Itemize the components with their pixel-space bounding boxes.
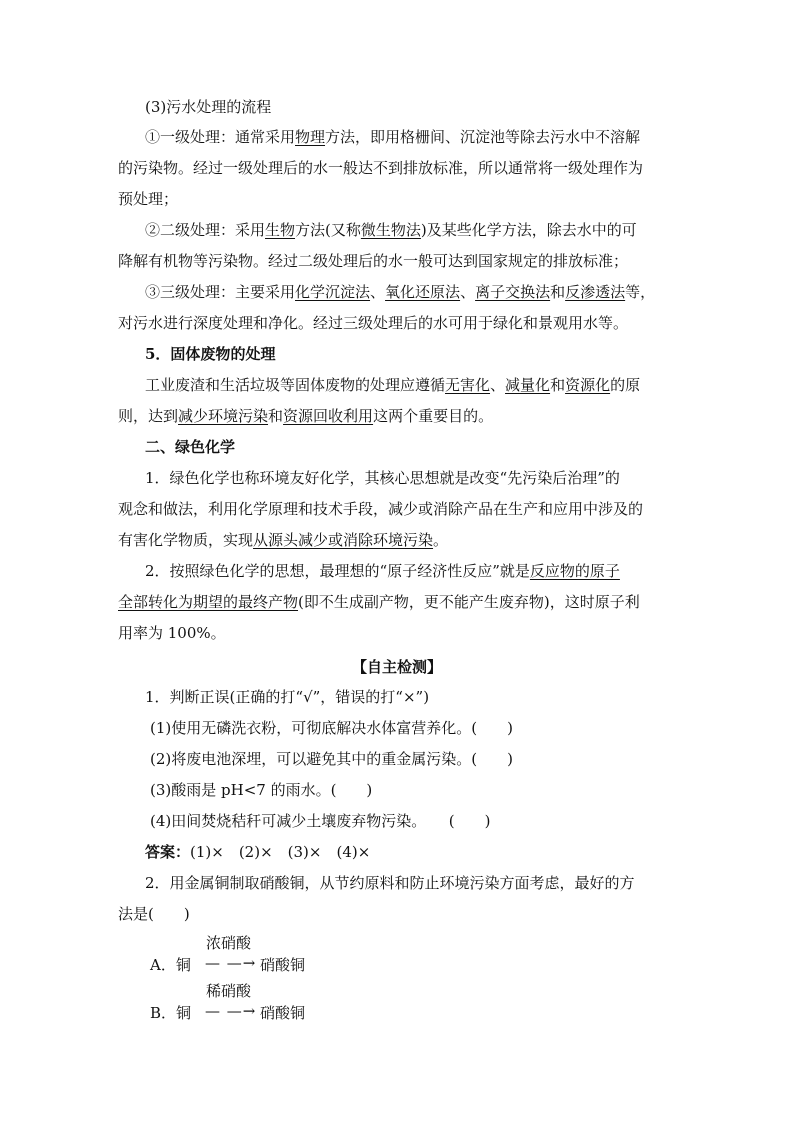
paragraph-line: 观念和做法，利用化学原理和技术手段，减少或消除产品在生产和应用中涉及的 (118, 500, 644, 518)
product-label: 硝酸铜 (260, 956, 306, 974)
paragraph-line (145, 374, 640, 396)
question-item: (2)将废电池深埋，可以避免其中的重金属污染。( ) (150, 750, 513, 768)
option-b (150, 980, 350, 1026)
paragraph-line (145, 560, 620, 582)
text: 和 (550, 376, 566, 394)
section-heading: (3)污水处理的流程 (145, 98, 272, 116)
paragraph-line: 1．绿色化学也称环境友好化学，其核心思想就是改变“先污染后治理”的 (145, 469, 620, 487)
question-item: (4)田间焚烧秸秆可减少土壤废弃物污染。 ( ) (150, 812, 491, 830)
paragraph-line (145, 281, 655, 303)
paragraph-line (145, 126, 640, 148)
option-a (150, 932, 350, 978)
key-term: 化学沉淀法 (295, 283, 371, 301)
question: 法是( ) (118, 905, 190, 923)
paragraph-line: 对污水进行深度处理和净化。经过三级处理后的水可用于绿化和景观用水等。 (118, 314, 629, 332)
reagent-label: 浓硝酸 (206, 934, 252, 952)
text: 、 (460, 283, 476, 301)
text: ①一级处理：通常采用 (145, 128, 296, 146)
question: 2．用金属铜制取硝酸铜，从节约原料和防止环境污染方面考虑，最好的方 (145, 874, 635, 892)
question-item: (3)酸雨是 pH<7 的雨水。( ) (150, 781, 373, 799)
paragraph-line: 预处理； (118, 190, 179, 208)
text: 和 (268, 407, 284, 425)
text: ③三级处理：主要采用 (145, 283, 296, 301)
paragraph-line (118, 405, 493, 427)
option-label: A．铜 (150, 956, 191, 974)
product-label: 硝酸铜 (260, 1004, 306, 1022)
option-label: B．铜 (150, 1004, 192, 1022)
paragraph-line (118, 529, 448, 551)
key-term: 离子交换法 (475, 283, 551, 301)
key-term: 全部转化为期望的最终产物 (118, 593, 299, 611)
text: 的原 (610, 376, 641, 394)
key-term: 物理 (295, 128, 326, 146)
paragraph-line: 用率为 100%。 (118, 624, 226, 642)
text: (即不生成副产物，更不能产生废弃物)，这时原子利 (298, 593, 640, 611)
text: 工业废渣和生活垃圾等固体废物的处理应遵循 (145, 376, 446, 394)
question: 1．判断正误(正确的打“√”，错误的打“×”) (145, 688, 430, 706)
text: 这两个重要目的。 (373, 407, 494, 425)
key-term: 从源头减少或消除环境污染 (253, 531, 434, 549)
answer-line (145, 841, 370, 863)
text: 等， (625, 283, 656, 301)
section-heading: 5．固体废物的处理 (145, 345, 276, 363)
text: 方法，即用格栅间、沉淀池等除去污水中不溶解 (325, 128, 641, 146)
text: ②二级处理：采用 (145, 221, 266, 239)
key-term: 减少环境污染 (178, 407, 269, 425)
text: 有害化学物质，实现 (118, 531, 254, 549)
text: 、 (490, 376, 506, 394)
paragraph-line (145, 219, 637, 241)
key-term: 反渗透法 (565, 283, 626, 301)
key-term: 无害化 (445, 376, 491, 394)
text: )及某些化学方法，除去水中的可 (420, 221, 637, 239)
paragraph-line (118, 591, 640, 613)
text: 和 (550, 283, 566, 301)
exercise-title: 【自主检测】 (351, 658, 442, 676)
paragraph-line: 降解有机物等污染物。经过二级处理后的水一般可达到国家规定的排放标准； (118, 252, 629, 270)
question-item: (1)使用无磷洗衣粉，可彻底解决水体富营养化。( ) (150, 719, 513, 737)
text: 则，达到 (118, 407, 179, 425)
reaction-arrow: — —→ (205, 1002, 257, 1020)
key-term: 资源化 (565, 376, 611, 394)
paragraph-line: 的污染物。经过一级处理后的水一般达不到排放标准，所以通常将一级处理作为 (118, 159, 644, 177)
key-term: 资源回收利用 (283, 407, 374, 425)
text: 、 (370, 283, 386, 301)
reaction-arrow: — —→ (205, 954, 257, 972)
answer-label: 答案： (145, 843, 191, 861)
text: 方法(又称 (295, 221, 361, 239)
section-heading: 二、绿色化学 (145, 438, 236, 456)
key-term: 生物 (265, 221, 296, 239)
key-term: 微生物法 (360, 221, 421, 239)
key-term: 减量化 (505, 376, 551, 394)
reagent-label: 稀硝酸 (206, 982, 252, 1000)
text: 2．按照绿色化学的思想，最理想的“原子经济性反应”就是 (145, 562, 530, 580)
text: 。 (433, 531, 449, 549)
key-term: 氧化还原法 (385, 283, 461, 301)
answer-text: (1)× (2)× (3)× (4)× (190, 843, 371, 861)
key-term: 反应物的原子 (529, 562, 620, 580)
